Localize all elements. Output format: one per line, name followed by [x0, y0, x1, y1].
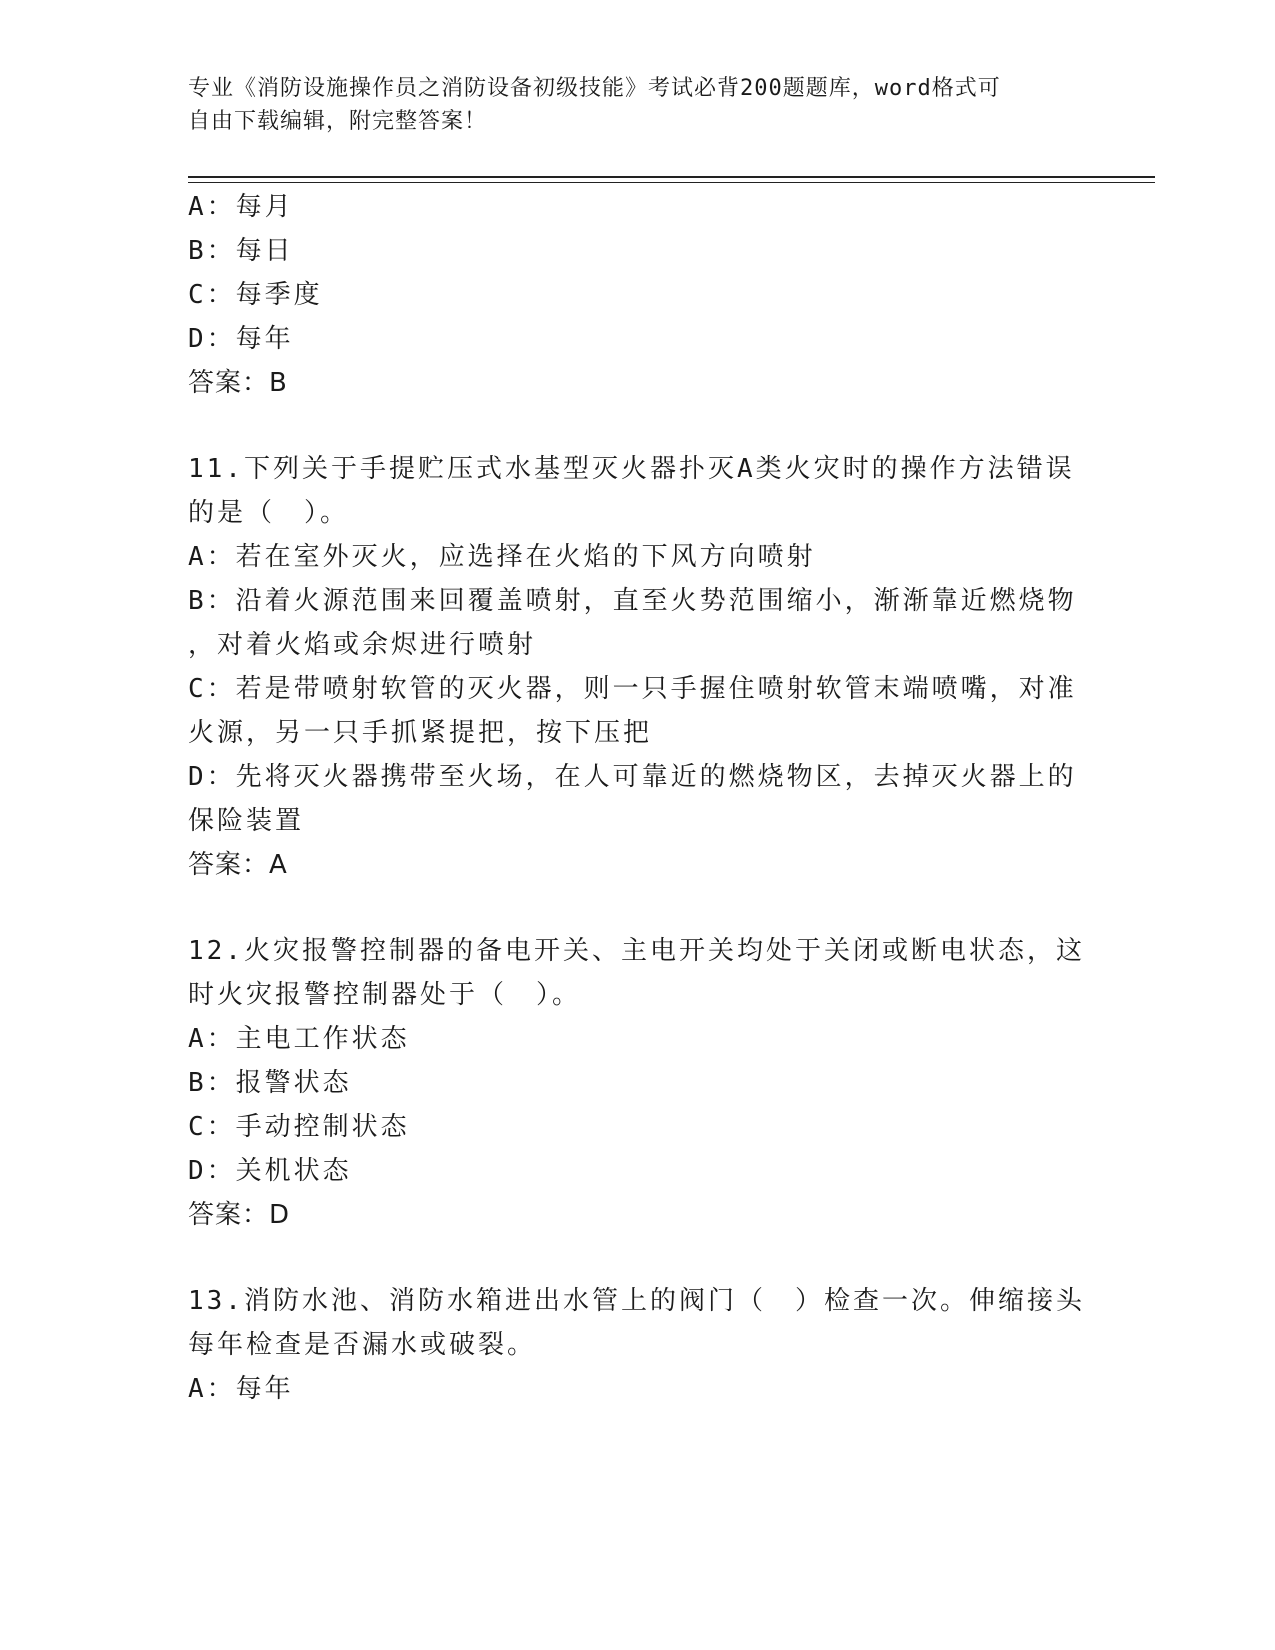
q11-option-b-line-2: ，对着火焰或余烬进行喷射	[188, 630, 537, 660]
q11-option-a: A：若在室外灭火，应选择在火焰的下风方向喷射	[188, 542, 816, 572]
q13-stem-line-2: 每年检查是否漏水或破裂。	[188, 1330, 537, 1360]
header-divider-thick	[188, 176, 1155, 178]
q11-option-d-line-1: D：先将灭火器携带至火场，在人可靠近的燃烧物区，去掉灭火器上的	[188, 762, 1077, 792]
q10-answer: 答案：B	[188, 368, 288, 398]
q12-answer: 答案：D	[188, 1200, 291, 1230]
q12-option-b: B：报警状态	[188, 1068, 352, 1098]
q11-option-b-line-1: B：沿着火源范围来回覆盖喷射，直至火势范围缩小，渐渐靠近燃烧物	[188, 586, 1077, 616]
q11-stem-line-2: 的是（ ）。	[188, 498, 350, 528]
q13-stem-line-1: 13.消防水池、消防水箱进出水管上的阀门（ ）检查一次。伸缩接头	[188, 1286, 1085, 1316]
q10-option-d: D：每年	[188, 324, 294, 354]
q12-option-d: D：关机状态	[188, 1156, 352, 1186]
q10-option-c: C：每季度	[188, 280, 323, 310]
document-header	[188, 72, 1068, 138]
q10-option-b: B：每日	[188, 236, 294, 266]
q12-option-c: C：手动控制状态	[188, 1112, 410, 1142]
header-line-1: 专业《消防设施操作员之消防设备初级技能》考试必背200题题库，word格式可	[188, 76, 1001, 101]
q13-option-a: A：每年	[188, 1374, 294, 1404]
q12-option-a: A：主电工作状态	[188, 1024, 410, 1054]
q11-option-d-line-2: 保险装置	[188, 806, 305, 836]
header-divider-thin	[188, 182, 1155, 183]
q11-answer: 答案：A	[188, 850, 288, 880]
q11-option-c-line-1: C：若是带喷射软管的灭火器，则一只手握住喷射软管末端喷嘴，对准	[188, 674, 1077, 704]
q11-option-c-line-2: 火源，另一只手抓紧提把，按下压把	[188, 718, 653, 748]
q12-stem-line-1: 12.火灾报警控制器的备电开关、主电开关均处于关闭或断电状态，这	[188, 936, 1085, 966]
q12-stem-line-2: 时火灾报警控制器处于（ ）。	[188, 980, 582, 1010]
q11-stem-line-1: 11.下列关于手提贮压式水基型灭火器扑灭A类火灾时的操作方法错误	[188, 454, 1075, 484]
q10-option-a: A：每月	[188, 192, 294, 222]
header-line-2: 自由下载编辑，附完整答案！	[188, 109, 488, 134]
